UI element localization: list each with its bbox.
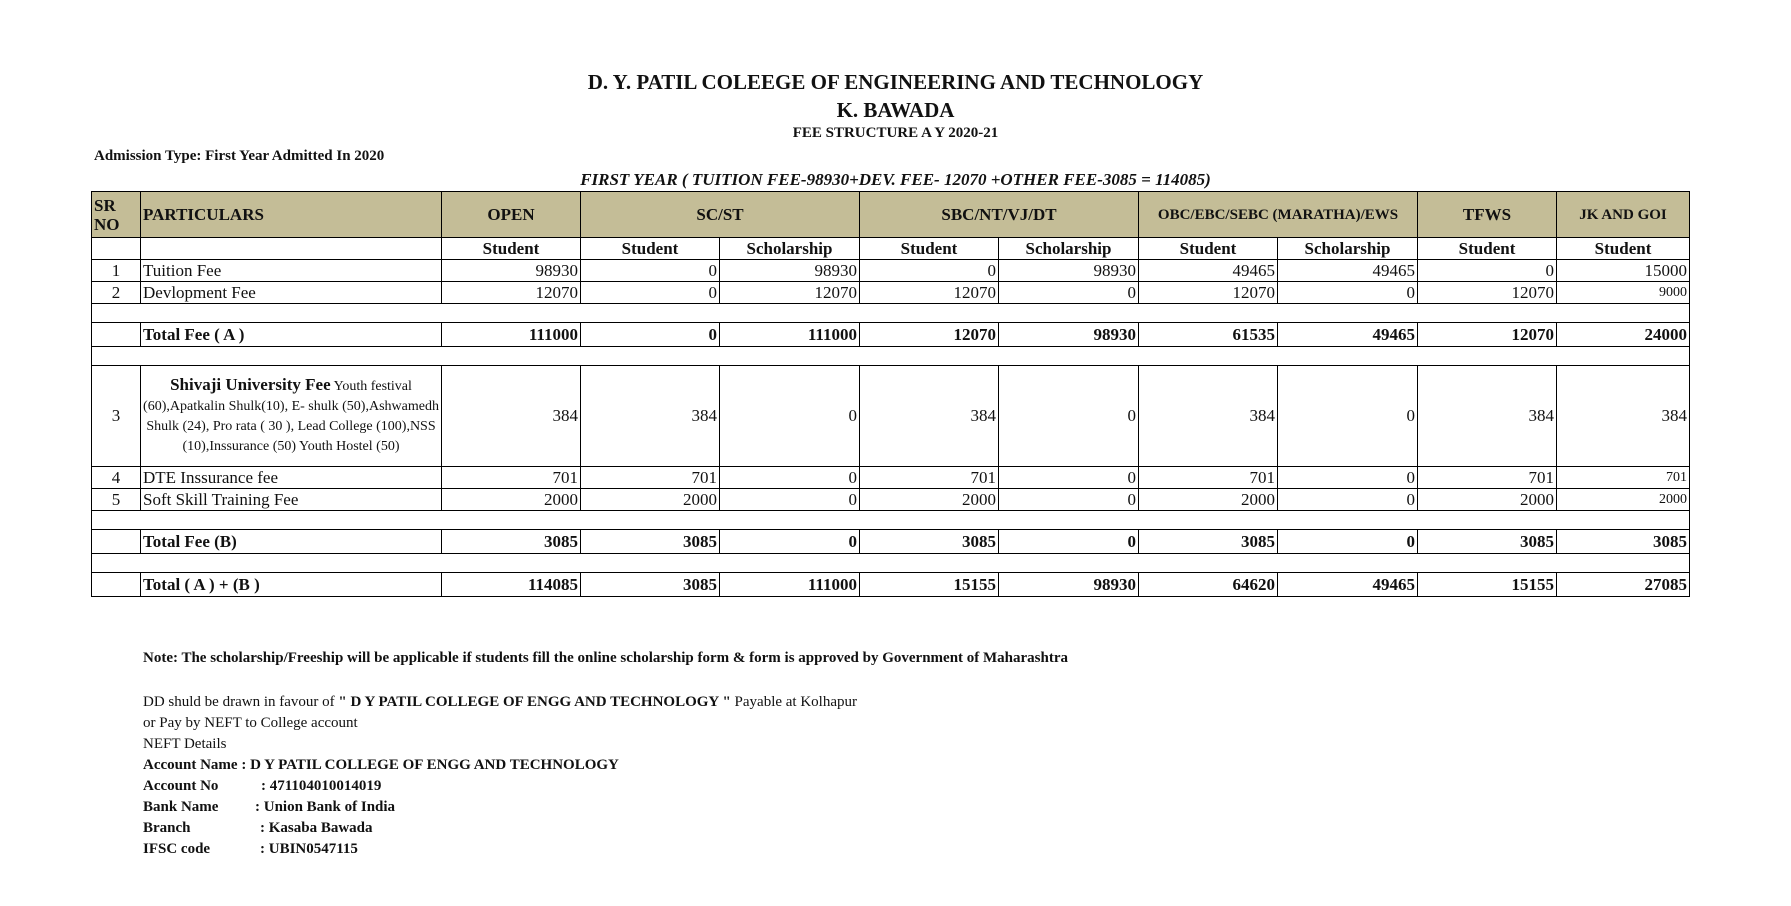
table-row	[92, 467, 1690, 489]
fee-value-cell: 0	[999, 282, 1139, 304]
branch-value: : Kasaba Bawada	[260, 820, 373, 836]
fee-value-cell: 2000	[860, 489, 999, 511]
header-jk-goi: JK AND GOI	[1557, 192, 1690, 238]
sr-no: 3	[92, 366, 141, 467]
ifsc-line	[143, 839, 358, 860]
fee-value-cell: 111000	[720, 323, 860, 347]
subheader-student: Student	[1418, 238, 1557, 260]
sr-no: 1	[92, 260, 141, 282]
particular-name: Devlopment Fee	[141, 282, 442, 304]
sr-no: 5	[92, 489, 141, 511]
fee-value-cell: 64620	[1139, 573, 1278, 597]
fee-structure-title: FEE STRUCTURE A Y 2020-21	[792, 125, 999, 141]
fee-value-cell: 98930	[442, 260, 581, 282]
total-row	[92, 530, 1690, 554]
fee-value-cell: 15155	[860, 573, 999, 597]
spacer-row	[92, 511, 1690, 530]
fee-value-cell: 98930	[999, 573, 1139, 597]
table-row	[92, 282, 1690, 304]
spacer-row	[92, 554, 1690, 573]
total-label: Total ( A ) + (B )	[141, 573, 442, 597]
fee-value-cell: 3085	[581, 573, 720, 597]
fee-value-cell: 49465	[1139, 260, 1278, 282]
ifsc-label: IFSC code	[143, 841, 211, 857]
fee-value-cell: 384	[581, 366, 720, 467]
bank-name-value: : Union Bank of India	[255, 799, 396, 815]
fee-value-cell: 0	[999, 530, 1139, 554]
scholarship-note: Note: The scholarship/Freeship will be applicable if students fill the online scholarship form & form is approved by Government of Maharashtra	[143, 650, 1069, 666]
fee-value-cell: 0	[581, 260, 720, 282]
fee-value-cell: 49465	[1278, 260, 1418, 282]
fee-value-cell: 384	[1139, 366, 1278, 467]
header-tfws: TFWS	[1418, 192, 1557, 238]
header-sbc: SBC/NT/VJ/DT	[860, 192, 1139, 238]
dd-suffix: Payable at Kolhapur	[734, 694, 857, 710]
sr-no: 2	[92, 282, 141, 304]
fee-value-cell: 701	[442, 467, 581, 489]
fee-value-cell: 3085	[581, 530, 720, 554]
admission-type: Admission Type: First Year Admitted In 2020	[94, 148, 385, 164]
fee-value-cell: 0	[720, 530, 860, 554]
fee-value-cell: 111000	[720, 573, 860, 597]
fee-value-cell: 2000	[1418, 489, 1557, 511]
fee-value-cell: 2000	[581, 489, 720, 511]
fee-value-cell: 98930	[999, 323, 1139, 347]
fee-value-cell: 24000	[1557, 323, 1690, 347]
dd-prefix: DD shuld be drawn in favour of	[143, 694, 335, 710]
total-row	[92, 323, 1690, 347]
fee-value-cell: 0	[720, 467, 860, 489]
fee-value-cell: 0	[1278, 282, 1418, 304]
header-open: OPEN	[442, 192, 581, 238]
ifsc-value: : UBIN0547115	[260, 841, 358, 857]
total-label: Total Fee ( A )	[141, 323, 442, 347]
fee-value-cell: 3085	[860, 530, 999, 554]
fee-value-cell: 0	[1418, 260, 1557, 282]
table-header-row	[92, 192, 1690, 238]
fee-value-cell: 0	[1278, 489, 1418, 511]
subheader-scholarship: Scholarship	[720, 238, 860, 260]
fee-value-cell: 0	[1278, 467, 1418, 489]
fee-value-cell: 0	[999, 467, 1139, 489]
fee-value-cell: 15000	[1557, 260, 1690, 282]
first-year-summary: FIRST YEAR ( TUITION FEE-98930+DEV. FEE- 12070 +OTHER FEE-3085 = 114085)	[580, 170, 1211, 189]
branch-line	[143, 818, 373, 839]
table-row	[92, 260, 1690, 282]
fee-value-cell: 0	[999, 489, 1139, 511]
fee-value-cell: 3085	[1418, 530, 1557, 554]
fee-value-cell: 114085	[442, 573, 581, 597]
fee-value-cell: 3085	[1557, 530, 1690, 554]
fee-value-cell: 0	[720, 489, 860, 511]
fee-value-cell: 701	[1139, 467, 1278, 489]
table-subheader-row	[92, 238, 1690, 260]
subheader-scholarship: Scholarship	[999, 238, 1139, 260]
account-name-line	[143, 755, 619, 776]
fee-value-cell: 0	[720, 366, 860, 467]
fee-value-cell: 12070	[720, 282, 860, 304]
fee-value-cell: 12070	[860, 282, 999, 304]
particular-name-detail: Youth festival (60),Apatkalin Shulk(10), E- shulk (50),Ashwamedh Shulk (24), Pro rata ( 30 ), Lead College (100),NSS (10),Inssurance (50) Youth Hostel (50)	[143, 379, 439, 454]
fee-value-cell: 384	[442, 366, 581, 467]
fee-value-cell: 49465	[1278, 573, 1418, 597]
fee-value-cell: 3085	[442, 530, 581, 554]
branch-label: Branch	[143, 820, 191, 836]
account-name-value: : D Y PATIL COLLEGE OF ENGG AND TECHNOLOGY	[241, 757, 619, 773]
fee-value-cell: 701	[581, 467, 720, 489]
fee-value-cell: 98930	[720, 260, 860, 282]
fee-value-cell: 12070	[442, 282, 581, 304]
fee-value-cell: 3085	[1139, 530, 1278, 554]
fee-table	[91, 191, 1690, 597]
header-obc: OBC/EBC/SEBC (MARATHA)/EWS	[1139, 192, 1418, 238]
particular-name: DTE Inssurance fee	[141, 467, 442, 489]
account-name-label: Account Name	[143, 757, 238, 773]
fee-value-cell: 384	[1557, 366, 1690, 467]
particular-name-bold: Shivaji University Fee	[170, 375, 331, 394]
account-no-value: : 471104010014019	[261, 778, 382, 794]
fee-value-cell: 27085	[1557, 573, 1690, 597]
table-row	[92, 366, 1690, 467]
fee-value-cell: 0	[999, 366, 1139, 467]
fee-value-cell: 111000	[442, 323, 581, 347]
fee-value-cell: 9000	[1557, 282, 1690, 304]
fee-value-cell: 12070	[1139, 282, 1278, 304]
fee-value-cell: 2000	[442, 489, 581, 511]
spacer-row	[92, 347, 1690, 366]
subheader-student: Student	[1139, 238, 1278, 260]
fee-value-cell: 2000	[1139, 489, 1278, 511]
total-label: Total Fee (B)	[141, 530, 442, 554]
fee-value-cell: 384	[1418, 366, 1557, 467]
fee-value-cell: 12070	[860, 323, 999, 347]
fee-value-cell: 0	[581, 323, 720, 347]
college-title: D. Y. PATIL COLEEGE OF ENGINEERING AND TECHNOLOGY	[587, 70, 1204, 94]
subheader-student: Student	[581, 238, 720, 260]
fee-value-cell: 12070	[1418, 323, 1557, 347]
dd-line	[143, 692, 857, 713]
fee-value-cell: 701	[1557, 467, 1690, 489]
subheader-student: Student	[1557, 238, 1690, 260]
account-no-line	[143, 776, 381, 797]
neft-details-heading: NEFT Details	[143, 736, 227, 752]
sr-no: 4	[92, 467, 141, 489]
header-sr-no: SR NO	[92, 192, 141, 238]
bank-name-label: Bank Name	[143, 799, 219, 815]
subheader-scholarship: Scholarship	[1278, 238, 1418, 260]
fee-value-cell: 701	[860, 467, 999, 489]
account-no-label: Account No	[143, 778, 219, 794]
fee-value-cell: 15155	[1418, 573, 1557, 597]
fee-value-cell: 0	[860, 260, 999, 282]
dd-payee: " D Y PATIL COLLEGE OF ENGG AND TECHNOLOGY "	[338, 694, 731, 710]
fee-value-cell: 49465	[1278, 323, 1418, 347]
fee-value-cell: 2000	[1557, 489, 1690, 511]
fee-value-cell: 12070	[1418, 282, 1557, 304]
college-place: K. BAWADA	[836, 98, 955, 122]
bank-name-line	[143, 797, 395, 818]
fee-value-cell: 98930	[999, 260, 1139, 282]
subheader-student: Student	[860, 238, 999, 260]
fee-value-cell: 0	[1278, 530, 1418, 554]
table-row	[92, 489, 1690, 511]
particular-name: Soft Skill Training Fee	[141, 489, 442, 511]
header-particulars: PARTICULARS	[141, 192, 442, 238]
neft-line: or Pay by NEFT to College account	[143, 715, 358, 731]
fee-value-cell: 701	[1418, 467, 1557, 489]
fee-value-cell: 0	[581, 282, 720, 304]
particular-name	[141, 366, 442, 467]
header-sc-st: SC/ST	[581, 192, 860, 238]
total-row	[92, 573, 1690, 597]
fee-value-cell: 61535	[1139, 323, 1278, 347]
spacer-row	[92, 304, 1690, 323]
subheader-student: Student	[442, 238, 581, 260]
particular-name: Tuition Fee	[141, 260, 442, 282]
fee-value-cell: 0	[1278, 366, 1418, 467]
fee-value-cell: 384	[860, 366, 999, 467]
